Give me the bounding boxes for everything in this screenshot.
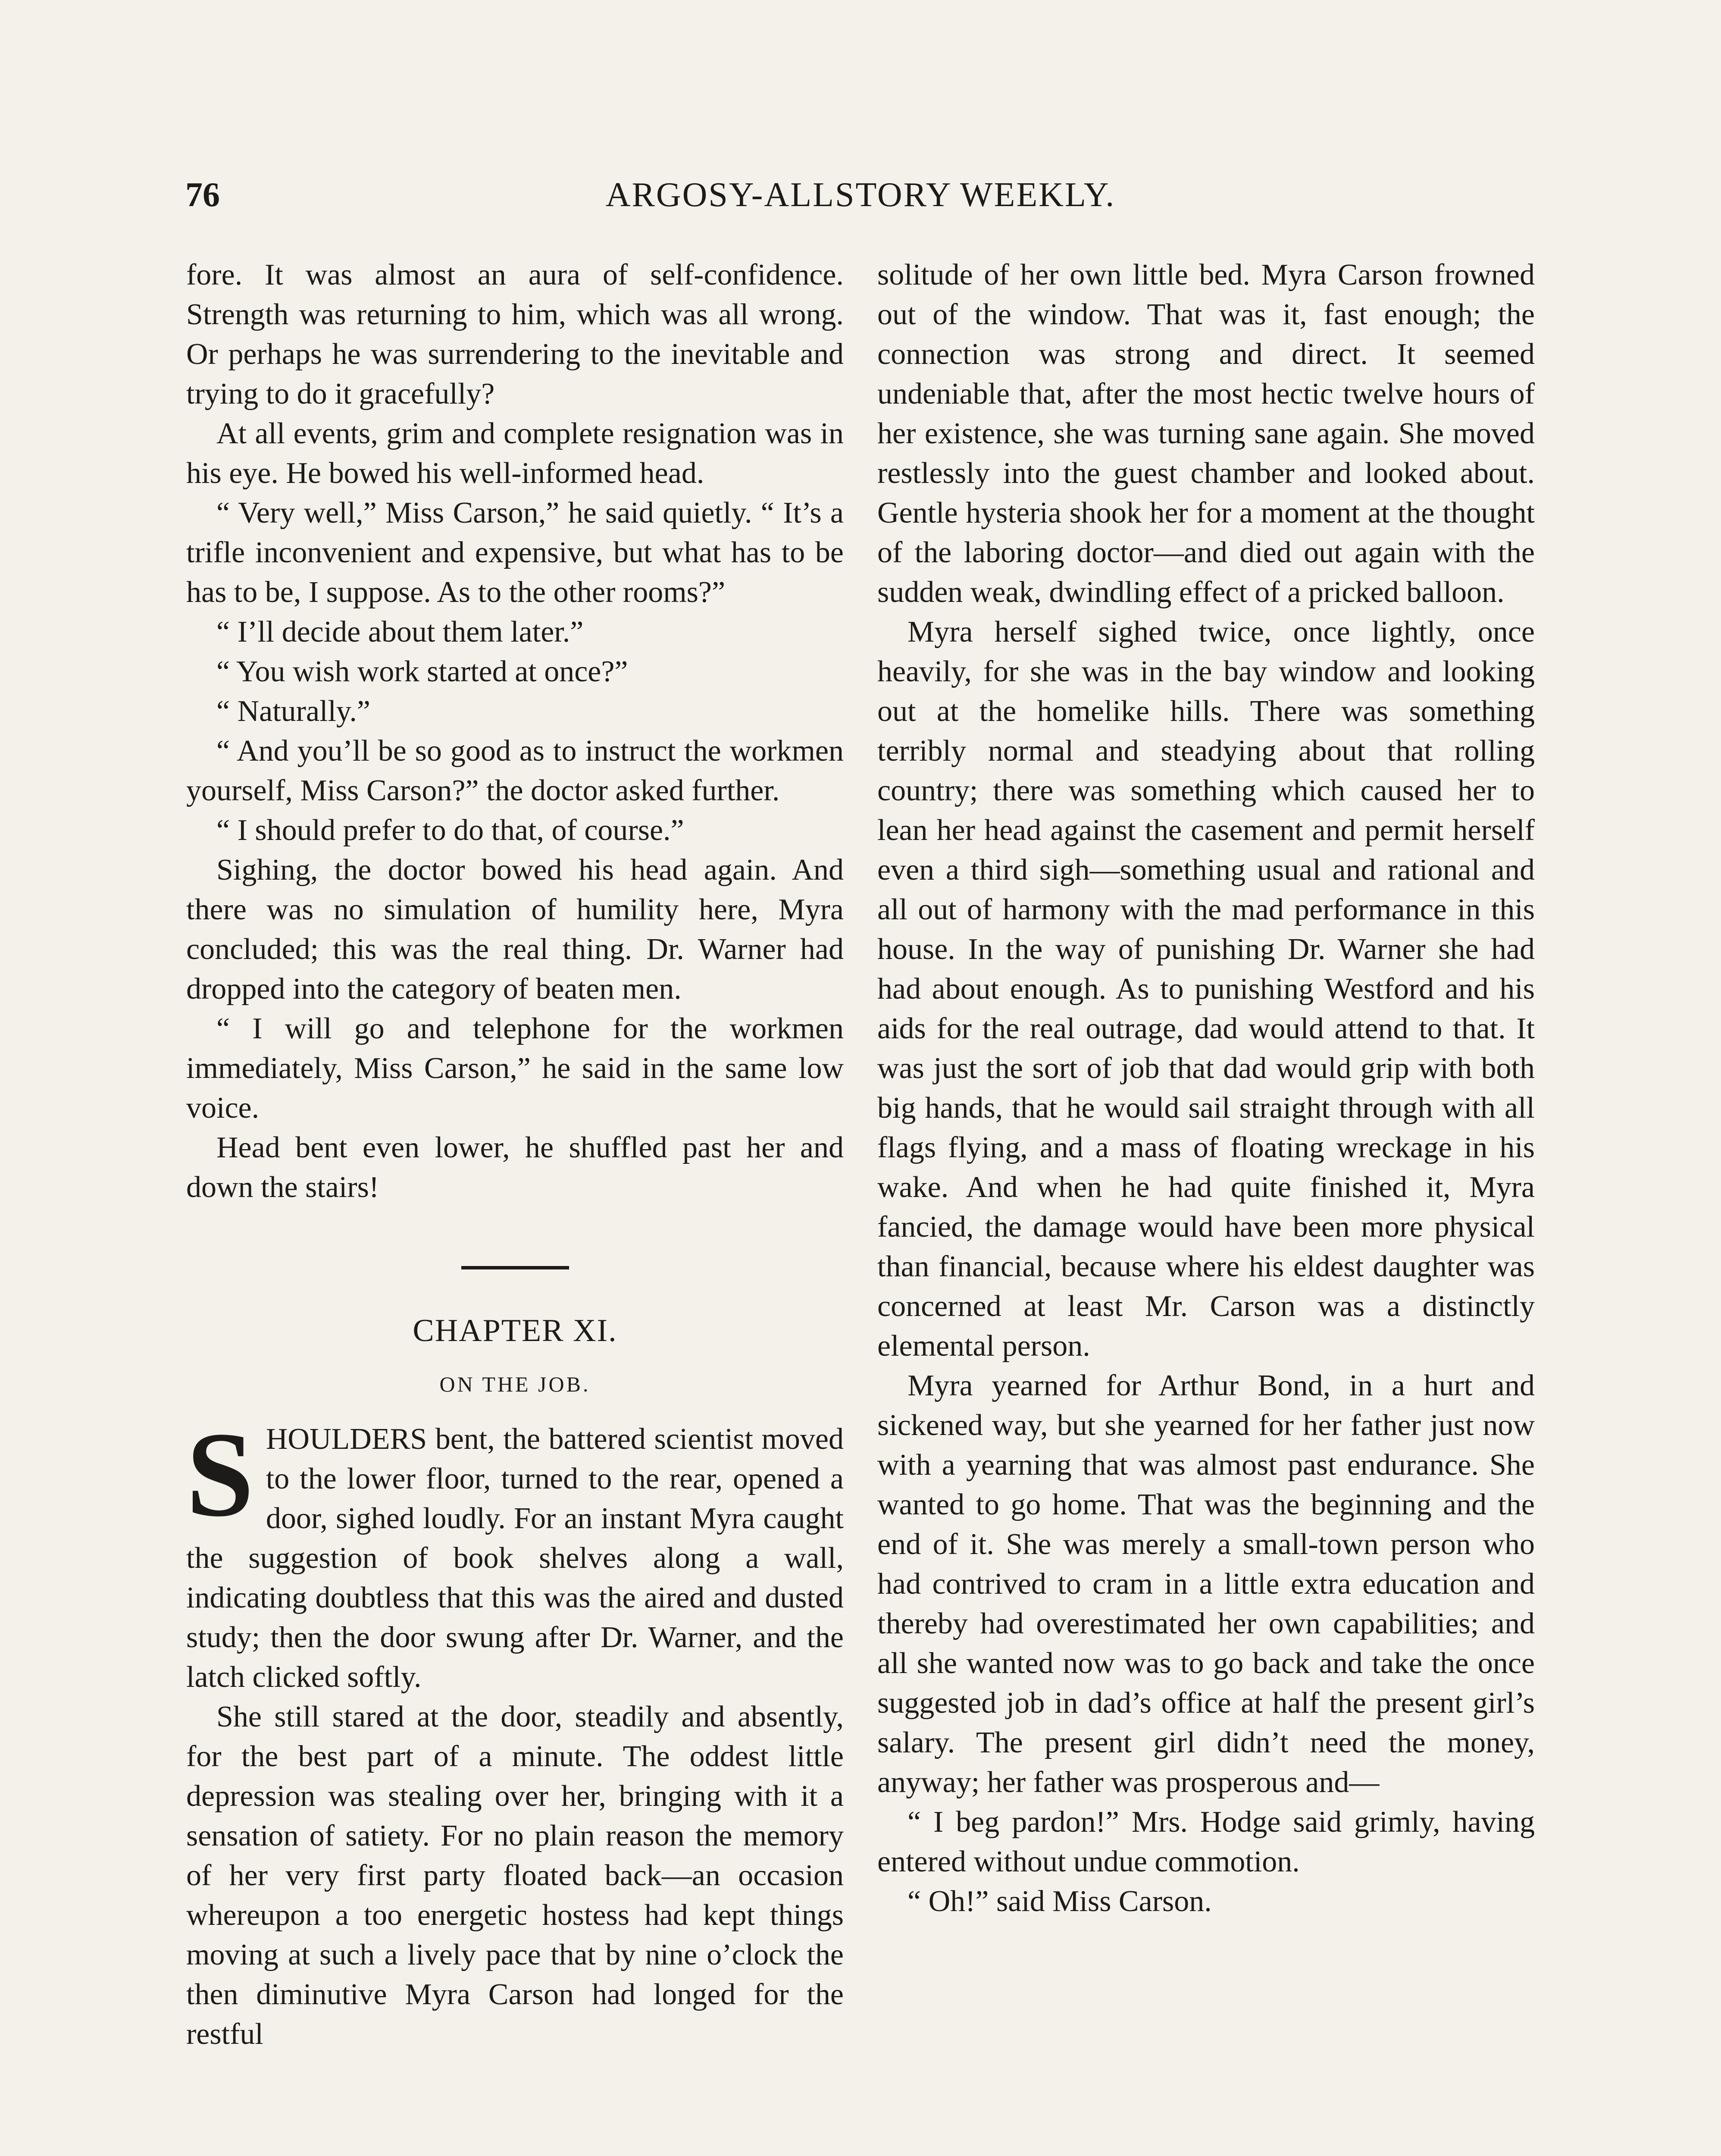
drop-cap: S [186, 1407, 254, 1542]
chapter-opening-paragraph [186, 1407, 844, 1697]
paragraph: “ Oh!” said Miss Carson. [907, 1885, 1212, 1918]
paragraph: “ I’ll decide about them later.” [216, 615, 584, 649]
paragraph: “ And you’ll be so good as to instruct the workmen yourself, Miss Carson?” the doctor asked further. [186, 734, 844, 807]
section-divider [461, 1266, 569, 1269]
paragraph: Myra herself sighed twice, once lightly, once heavily, for she was in the bay window and looking out at the homelike hills. There was something terribly normal and steadying about that rolling country; there was something which caused her to lean her head against the casement and permit herself even a third sigh—something usual and rational and all out of harmony with the mad performance in this house. In the way of punishing Dr. Warner she had had about enough. As to punishing Westford and his aids for the real outrage, dad would attend to that. It was just the sort of job that dad would grip with both big hands, that he would sail straight through with all flags flying, and a mass of floating wreckage in his wake. And when he had quite finished it, Myra fancied, the damage would have been more physical than financial, because where his eldest daughter was concerned at least Mr. Carson was a distinctly elemental person. [877, 615, 1535, 1363]
left-column [186, 255, 844, 2054]
chapter-title: CHAPTER XI. [413, 1313, 617, 1348]
paragraph: Myra yearned for Arthur Bond, in a hurt and sickened way, but she yearned for her father just now with a yearning that was almost past endurance. She wanted to go home. That was the beginning and the end of it. She was merely a small-town person who had contrived to cram in a little extra education and thereby had overestimated her own capabilities; and all she wanted now was to go back and take the once suggested job in dad’s office at half the present girl’s salary. The present girl didn’t need the money, anyway; her father was prosperous and— [877, 1369, 1535, 1799]
paragraph: She still stared at the door, steadily and absently, for the best part of a minute. The oddest little depression was stealing over her, bringing with it a sensation of satiety. For no plain reason the memory of her very first party floated back—an occasion whereupon a too energetic hostess had kept things moving at such a lively pace that by nine o’clock the then diminutive Myra Carson had longed for the restful [186, 1700, 844, 2051]
chapter-subtitle: ON THE JOB. [439, 1372, 591, 1396]
paragraph: Head bent even lower, he shuffled past her and down the stairs! [186, 1131, 844, 1204]
running-head: ARGOSY-ALLSTORY WEEKLY. [605, 176, 1116, 214]
paragraph: “ I should prefer to do that, of course.” [216, 814, 684, 847]
paragraph: “ Naturally.” [216, 695, 370, 728]
right-column [877, 255, 1535, 1921]
paragraph: “ I will go and telephone for the workmen immediately, Miss Carson,” he said in the same low voice. [186, 1012, 844, 1125]
page-number: 76 [185, 176, 220, 214]
paragraph: “ Very well,” Miss Carson,” he said quietly. “ It’s a trifle inconvenient and expensive, but what has to be has to be, I suppose. As to the other rooms?” [186, 496, 844, 609]
paragraph: “ You wish work started at once?” [216, 655, 628, 688]
paragraph: solitude of her own little bed. Myra Carson frowned out of the window. That was it, fast enough; the connection was strong and direct. It seemed undeniable that, after the most hectic twelve hours of her existence, she was turning sane again. She moved restlessly into the guest chamber and looked about. Gentle hysteria shook her for a moment at the thought of the laboring doctor—and died out again with the sudden weak, dwindling effect of a pricked balloon. [877, 258, 1535, 609]
paragraph: At all events, grim and complete resignation was in his eye. He bowed his well-informed head. [186, 417, 844, 490]
paragraph: “ I beg pardon!” Mrs. Hodge said grimly, having entered without undue commotion. [877, 1805, 1535, 1878]
paragraph: fore. It was almost an aura of self-confidence. Strength was returning to him, which was all wrong. Or perhaps he was surrendering to the inevitable and trying to do it gracefully? [186, 258, 844, 411]
opening-text: HOULDERS bent, the battered scientist moved to the lower floor, turned to the rear, opened a door, sighed loudly. For an instant Myra caught the suggestion of book shelves along a wall, indicating doubtless that this was the aired and dusted study; then the door swung after Dr. Warner, and the latch clicked softly. [186, 1423, 844, 1694]
paragraph: Sighing, the doctor bowed his head again. And there was no simulation of humility here, Myra concluded; this was the real thing. Dr. Warner had dropped into the category of beaten men. [186, 853, 844, 1006]
